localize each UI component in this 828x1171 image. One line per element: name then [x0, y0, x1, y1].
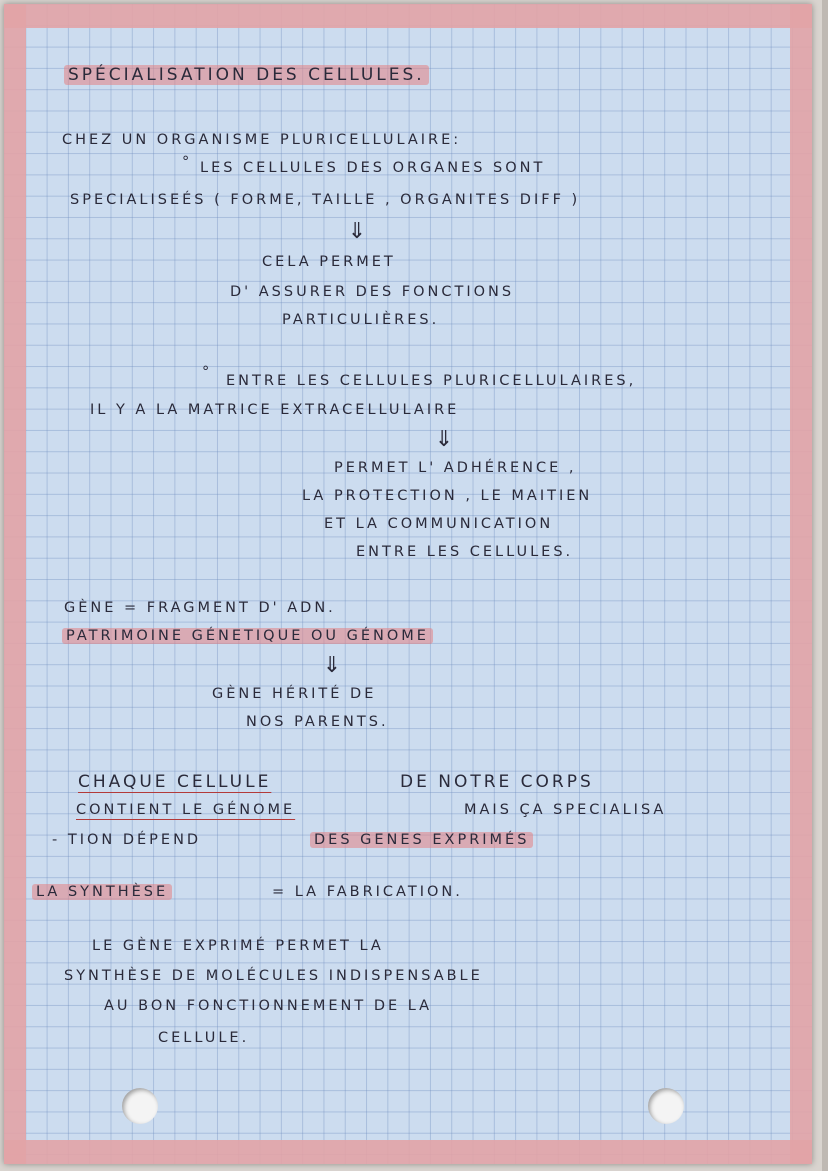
final-line-3: AU BON FONCTIONNEMENT DE LA [104, 998, 433, 1014]
down-arrow-icon: ⇓ [434, 427, 454, 452]
point1-line1: LES CELLULES DES ORGANES SONT [200, 160, 546, 176]
chaque-line3-start: - TION DÉPEND [52, 832, 202, 848]
point1-result-1: CELA PERMET [262, 254, 396, 270]
point1-result-2: D' ASSURER DES FONCTIONS [230, 284, 515, 300]
down-arrow-icon: ⇓ [347, 219, 367, 244]
chaque-line2-underlined: CONTIENT LE GÉNOME [76, 802, 296, 818]
intro-line: CHEZ UN ORGANISME PLURICELLULAIRE: [62, 132, 462, 148]
margin-border-left [4, 4, 26, 1164]
margin-border-top [4, 4, 812, 28]
chaque-line1-underlined: CHAQUE CELLULE [78, 772, 272, 792]
patrimoine-line: PATRIMOINE GÉNETIQUE OU GÉNOME [62, 628, 433, 644]
gene-result-1: GÈNE HÉRITÉ DE [212, 686, 377, 702]
point1-line2: SPECIALISEÉS ( FORME, TAILLE , ORGANITES DIFF ) [70, 192, 581, 208]
gene-result-2: NOS PARENTS. [246, 714, 389, 730]
chaque-line1-rest: DE NOTRE CORPS [400, 772, 594, 792]
synthese-definition: = LA FABRICATION. [272, 884, 463, 900]
final-line-4: CELLULE. [158, 1030, 250, 1046]
margin-border-right [790, 4, 812, 1164]
bullet-2: ° [202, 364, 213, 380]
point2-result-2: LA PROTECTION , LE MAITIEN [302, 488, 593, 504]
chaque-line3-highlight: DES GENES EXPRIMÉS [310, 832, 533, 848]
bullet-1: ° [182, 154, 193, 170]
point2-result-4: ENTRE LES CELLULES. [356, 544, 574, 560]
final-line-2: SYNTHÈSE DE MOLÉCULES INDISPENSABLE [64, 968, 483, 984]
point1-result-3: PARTICULIÈRES. [282, 312, 440, 328]
margin-border-bottom [4, 1140, 812, 1164]
point2-line1: ENTRE LES CELLULES PLURICELLULAIRES, [226, 373, 637, 389]
point2-result-3: ET LA COMMUNICATION [324, 516, 554, 532]
chaque-line2-rest: MAIS ÇA SPECIALISA [464, 802, 667, 818]
punch-hole-left [122, 1088, 158, 1124]
point2-line2: IL Y A LA MATRICE EXTRACELLULAIRE [90, 402, 460, 418]
final-line-1: LE GÈNE EXPRIMÉ PERMET LA [92, 938, 384, 954]
synthese-term: LA SYNTHÈSE [32, 884, 172, 900]
gene-definition: GÈNE = FRAGMENT D' ADN. [64, 600, 336, 616]
punch-hole-right [648, 1088, 684, 1124]
point2-result-1: PERMET L' ADHÉRENCE , [334, 460, 577, 476]
down-arrow-icon: ⇓ [322, 653, 342, 678]
notebook-page [4, 4, 812, 1164]
page-edge [822, 0, 828, 1171]
page-title: SPÉCIALISATION DES CELLULES. [64, 65, 429, 85]
